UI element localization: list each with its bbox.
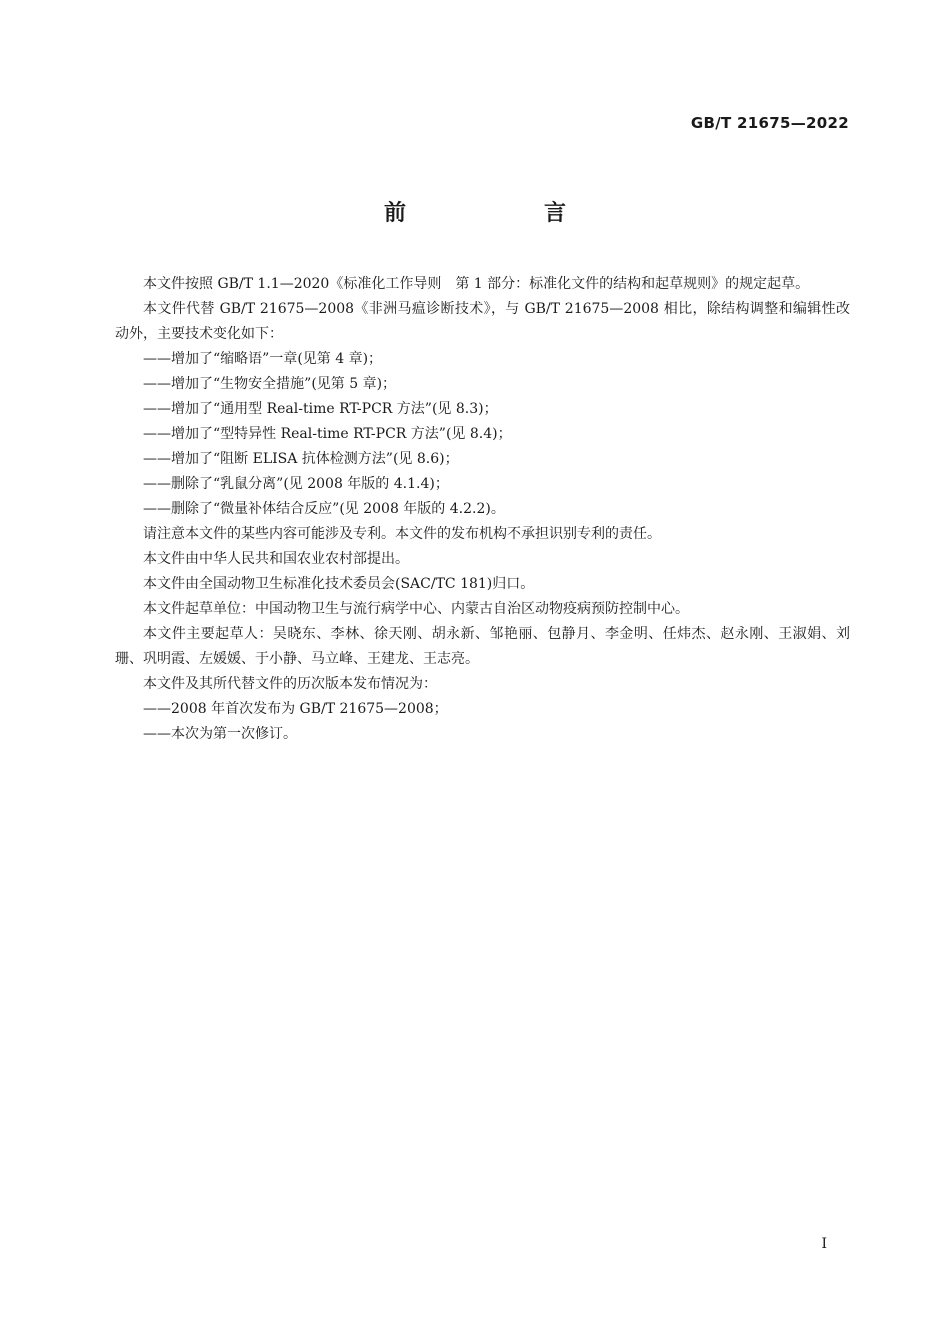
- paragraph-committee: 本文件由全国动物卫生标准化技术委员会(SAC/TC 181)归口。: [143, 576, 535, 592]
- change-item: ——删除了“微量补体结合反应”(见 2008 年版的 4.2.2)。: [143, 501, 505, 517]
- change-item: ——删除了“乳鼠分离”(见 2008 年版的 4.1.4)；: [143, 476, 449, 492]
- paragraph-drafting-units: 本文件起草单位：中国动物卫生与流行病学中心、内蒙古自治区动物疫病预防控制中心。: [143, 601, 689, 617]
- standard-code: GB/T 21675—2022: [690, 114, 849, 132]
- page-title: 前 言: [383, 201, 624, 226]
- paragraph-patent-notice: 请注意本文件的某些内容可能涉及专利。本文件的发布机构不承担识别专利的责任。: [143, 526, 661, 542]
- change-item: ——增加了“通用型 Real-time RT-PCR 方法”(见 8.3)；: [143, 401, 498, 417]
- paragraph-drafters: 本文件主要起草人：吴晓东、李林、徐天刚、胡永新、邹艳丽、包静月、李金明、任炜杰、赵永刚、王淑娟、刘珊、巩明霞、左媛媛、于小静、马立峰、王建龙、王志亮。: [115, 626, 850, 667]
- history-item: ——2008 年首次发布为 GB/T 21675—2008；: [143, 701, 448, 717]
- change-item: ——增加了“缩略语”一章(见第 4 章)；: [143, 351, 383, 367]
- paragraph-replaces: 本文件代替 GB/T 21675—2008《非洲马瘟诊断技术》，与 GB/T 21675—2008 相比，除结构调整和编辑性改动外，主要技术变化如下：: [115, 301, 850, 342]
- paragraph-proposer: 本文件由中华人民共和国农业农村部提出。: [143, 551, 409, 567]
- paragraph-history-intro: 本文件及其所代替文件的历次版本发布情况为：: [143, 676, 437, 692]
- foreword-body: [115, 272, 850, 747]
- change-item: ——增加了“型特异性 Real-time RT-PCR 方法”(见 8.4)；: [143, 426, 512, 442]
- change-item: ——增加了“阻断 ELISA 抗体检测方法”(见 8.6)；: [143, 451, 459, 467]
- page-number: I: [821, 1236, 827, 1252]
- change-item: ——增加了“生物安全措施”(见第 5 章)；: [143, 376, 397, 392]
- paragraph-drafting-rules: 本文件按照 GB/T 1.1—2020《标准化工作导则 第 1 部分：标准化文件的结构和起草规则》的规定起草。: [143, 276, 810, 292]
- history-item: ——本次为第一次修订。: [143, 726, 297, 742]
